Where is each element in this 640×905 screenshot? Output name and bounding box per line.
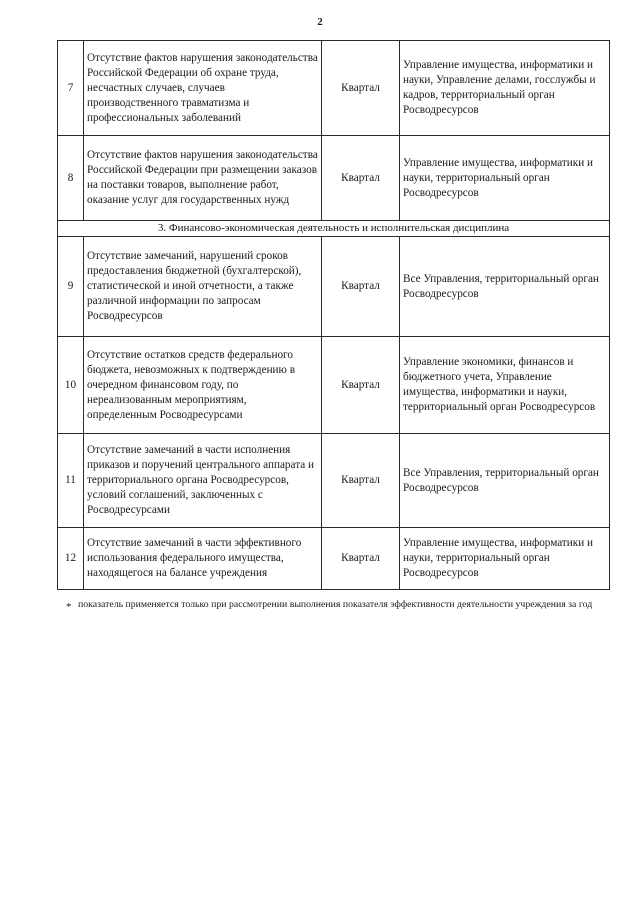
row-number: 11 <box>58 434 84 528</box>
responsible-cell: Управление имущества, информатики и науки, территориальный орган Росводресурсов <box>400 528 610 590</box>
period-cell: Квартал <box>322 41 400 136</box>
responsible-cell: Все Управления, территориальный орган Росводресурсов <box>400 434 610 528</box>
indicator-cell: Отсутствие остатков средств федерального бюджета, невозможных к подтверждению в очередном финансовом году, по нереализованным мероприятиям, определенным Росводресурсами <box>84 337 322 434</box>
row-number: 7 <box>58 41 84 136</box>
responsible-cell: Все Управления, территориальный орган Росводресурсов <box>400 237 610 337</box>
indicator-cell: Отсутствие замечаний в части эффективного использования федерального имущества, находящегося на балансе учреждения <box>84 528 322 590</box>
table-row <box>58 434 610 528</box>
indicator-cell: Отсутствие замечаний, нарушений сроков предоставления бюджетной (бухгалтерской), статистической и иной отчетности, а также различной информации по запросам Росводресурсов <box>84 237 322 337</box>
table-row <box>58 237 610 337</box>
footnote-text: показатель применяется только при рассмотрении выполнения показателя эффективности деятельности учреждения за год <box>78 599 593 610</box>
indicators-table <box>57 40 610 590</box>
period-cell: Квартал <box>322 337 400 434</box>
period-cell: Квартал <box>322 237 400 337</box>
indicator-cell: Отсутствие фактов нарушения законодательства Российской Федерации об охране труда, несчастных случаев, случаев производственного травматизма и профессиональных заболеваний <box>84 41 322 136</box>
table-row <box>58 337 610 434</box>
responsible-cell: Управление имущества, информатики и науки, территориальный орган Росводресурсов <box>400 136 610 221</box>
responsible-cell: Управление экономики, финансов и бюджетного учета, Управление имущества, информатики и науки, территориальный орган Росводресурсов <box>400 337 610 434</box>
table-row <box>58 136 610 221</box>
page-number: 2 <box>317 16 323 28</box>
period-cell: Квартал <box>322 434 400 528</box>
row-number: 12 <box>58 528 84 590</box>
responsible-cell: Управление имущества, информатики и науки, Управление делами, госслужбы и кадров, территориальный орган Росводресурсов <box>400 41 610 136</box>
indicator-cell: Отсутствие фактов нарушения законодательства Российской Федерации при размещении заказов на поставки товаров, выполнение работ, оказание услуг для государственных нужд <box>84 136 322 221</box>
row-number: 9 <box>58 237 84 337</box>
section-title: 3. Финансово-экономическая деятельность и исполнительская дисциплина <box>58 221 610 237</box>
row-number: 10 <box>58 337 84 434</box>
row-number: 8 <box>58 136 84 221</box>
footnote-mark: * <box>66 601 72 613</box>
period-cell: Квартал <box>322 136 400 221</box>
table-row <box>58 41 610 136</box>
footnote <box>66 597 618 613</box>
period-cell: Квартал <box>322 528 400 590</box>
table-row <box>58 528 610 590</box>
indicator-cell: Отсутствие замечаний в части исполнения приказов и поручений центрального аппарата и территориального органа Росводресурсов, условий соглашений, заключенных с Росводресурсами <box>84 434 322 528</box>
section-row <box>58 221 610 237</box>
